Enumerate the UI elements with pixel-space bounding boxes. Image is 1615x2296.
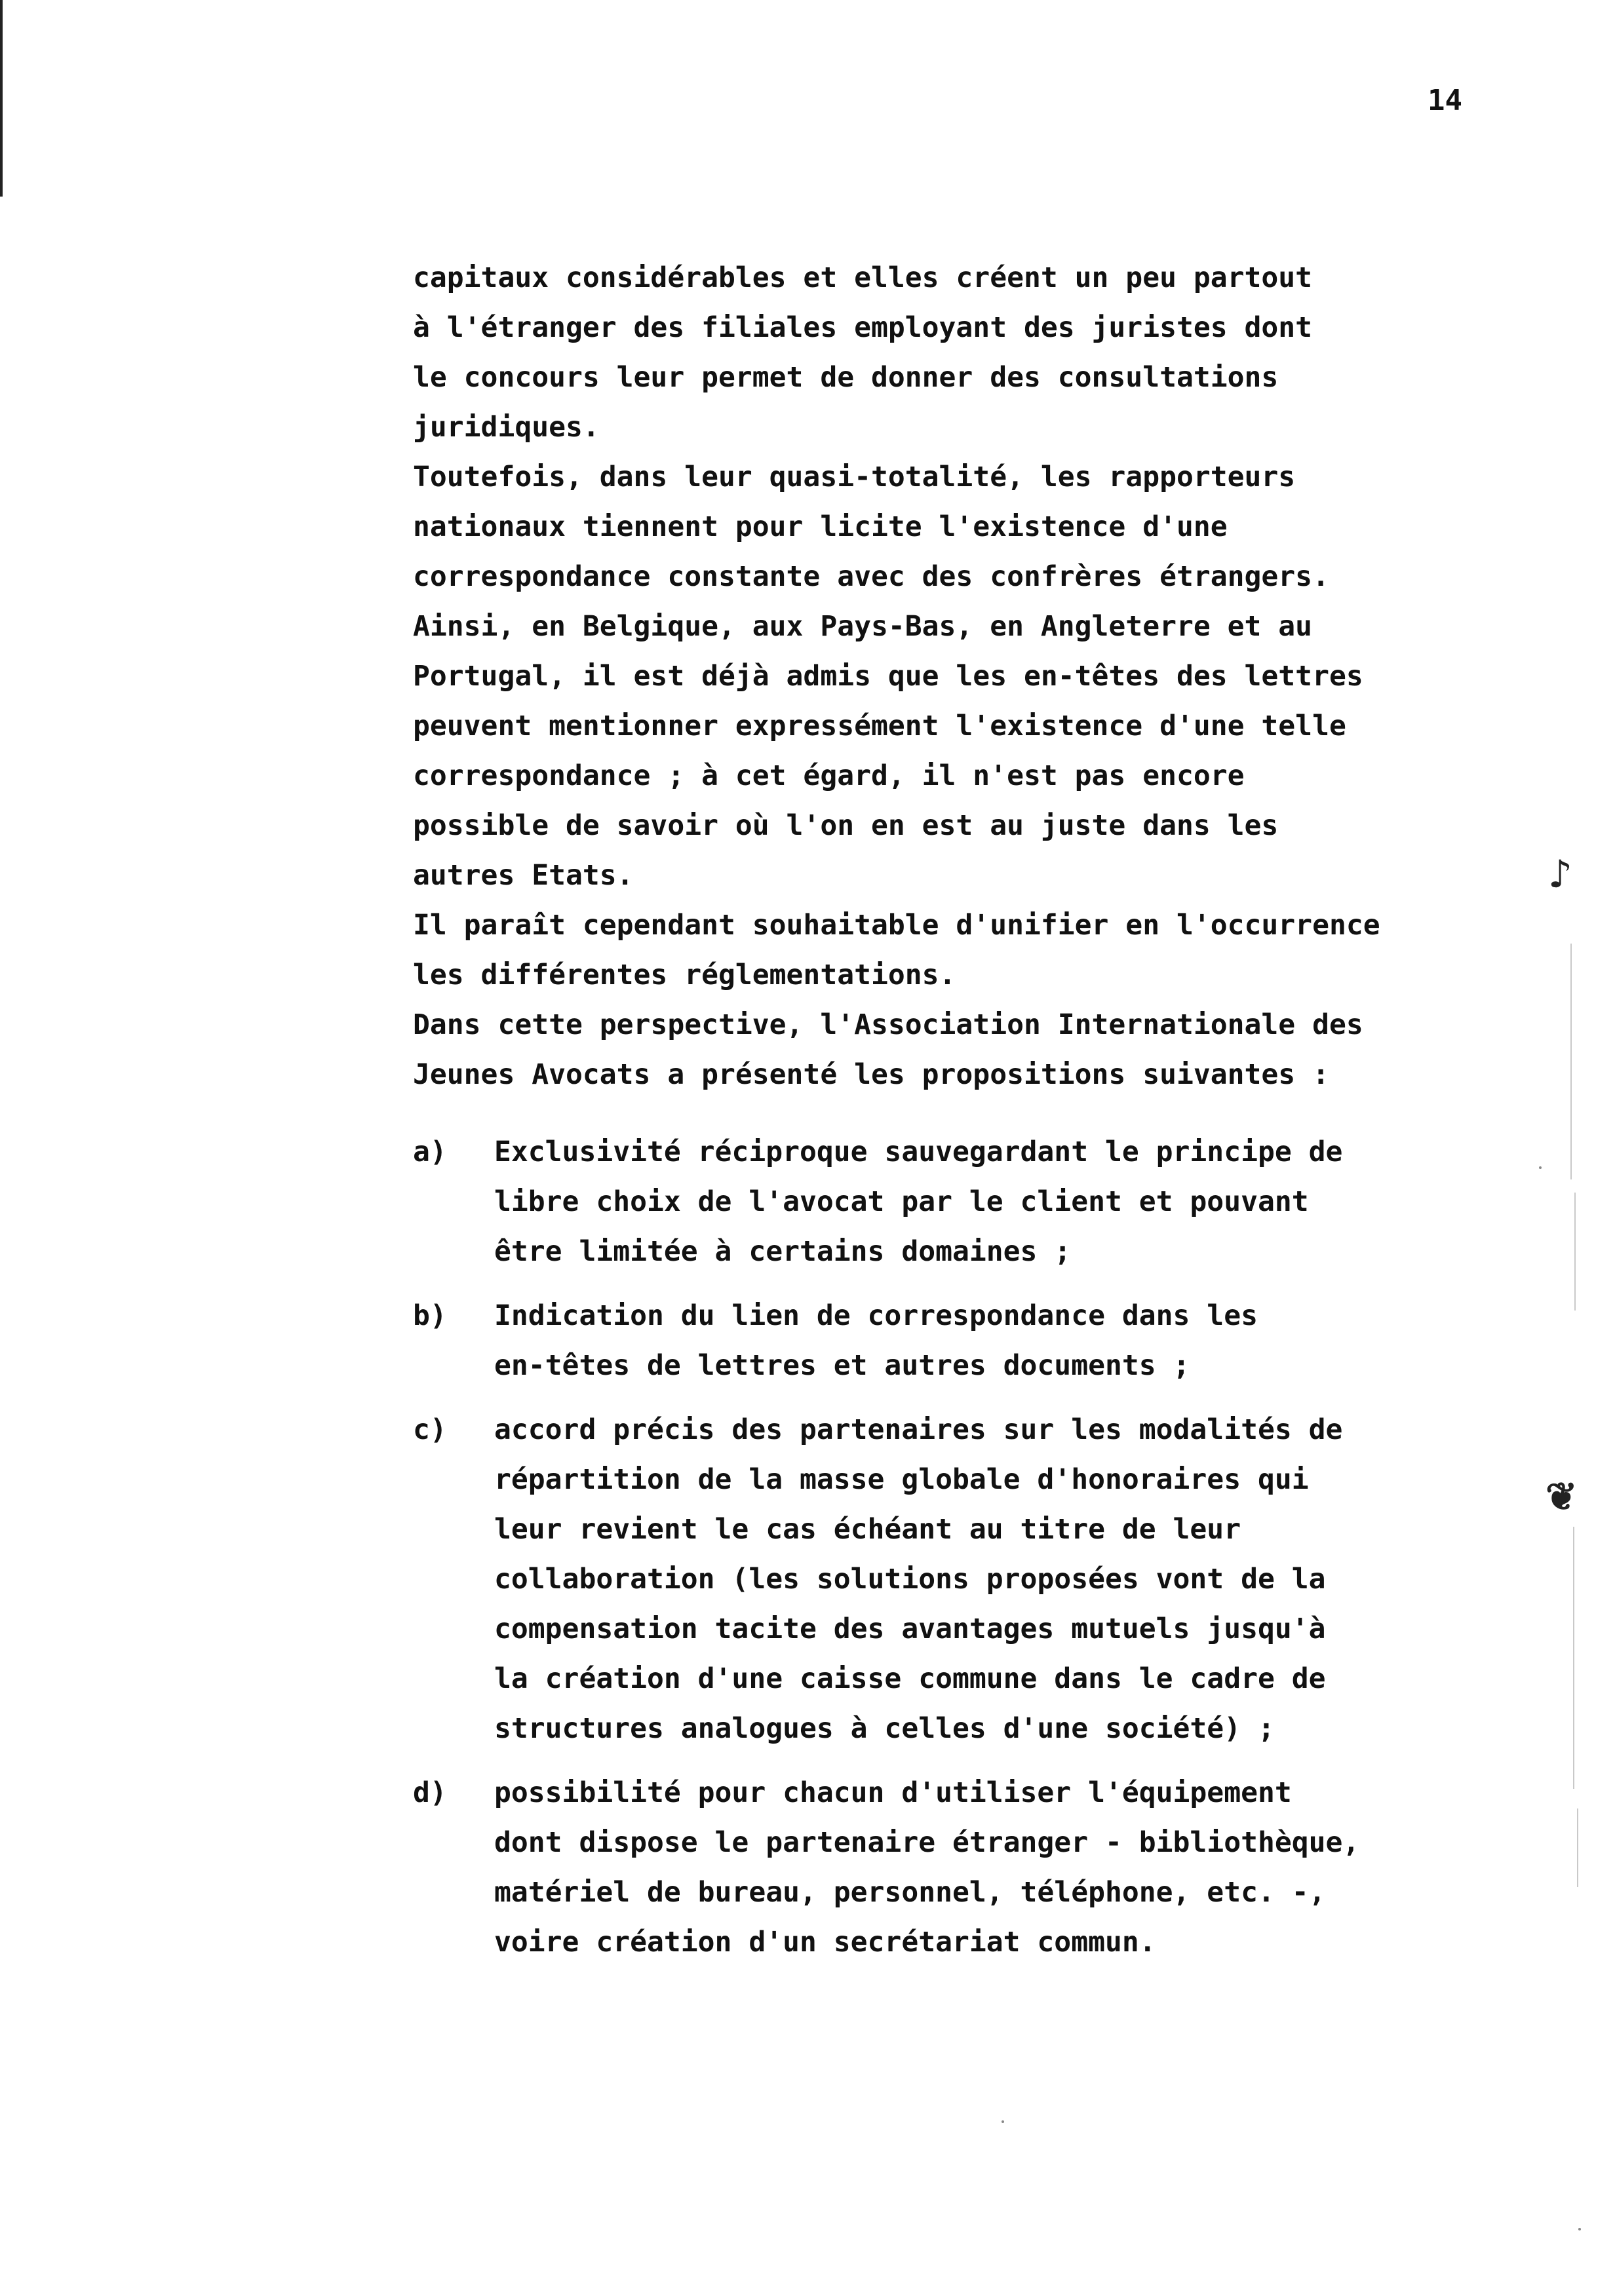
margin-line — [1574, 1193, 1576, 1311]
body-line: Toutefois, dans leur quasi-totalité, les rapporteurs — [413, 461, 1296, 493]
body-text — [413, 253, 1593, 1100]
item-line: collaboration (les solutions proposées vont de la — [494, 1563, 1326, 1596]
proposal-item-c — [413, 1405, 1593, 1753]
scan-speck — [1539, 1166, 1542, 1169]
item-line: compensation tacite des avantages mutuels jusqu'à — [494, 1613, 1326, 1645]
item-text — [494, 1768, 1593, 1967]
item-text — [494, 1291, 1593, 1390]
item-label: a) — [413, 1136, 447, 1168]
proposal-list — [413, 1127, 1593, 1981]
item-line: dont dispose le partenaire étranger - bibliothèque, — [494, 1826, 1360, 1859]
item-label: c) — [413, 1413, 447, 1446]
proposal-item-a — [413, 1127, 1593, 1276]
item-line: Exclusivité réciproque sauvegardant le principe de — [494, 1136, 1343, 1168]
body-line: capitaux considérables et elles créent un peu partout — [413, 261, 1313, 294]
margin-line — [1577, 1808, 1578, 1887]
item-line: possibilité pour chacun d'utiliser l'équipement — [494, 1776, 1292, 1809]
margin-mark: ♪ — [1548, 852, 1573, 896]
item-line: être limitée à certains domaines ; — [494, 1235, 1072, 1268]
page-number: 14 — [1428, 84, 1462, 117]
scan-edge-mark — [0, 0, 3, 197]
item-label: b) — [413, 1299, 447, 1332]
body-line: Ainsi, en Belgique, aux Pays-Bas, en Angleterre et au — [413, 610, 1313, 643]
body-line: Portugal, il est déjà admis que les en-têtes des lettres — [413, 660, 1363, 693]
proposal-item-b — [413, 1291, 1593, 1390]
margin-line — [1570, 944, 1572, 1179]
body-line: correspondance ; à cet égard, il n'est pas encore — [413, 759, 1245, 792]
item-text — [494, 1405, 1593, 1753]
proposal-item-d — [413, 1768, 1593, 1967]
item-text — [494, 1127, 1593, 1276]
item-line: matériel de bureau, personnel, téléphone, etc. -, — [494, 1876, 1326, 1909]
item-line: répartition de la masse globale d'honoraires qui — [494, 1463, 1309, 1496]
margin-line — [1573, 1527, 1574, 1789]
body-line: à l'étranger des filiales employant des juristes dont — [413, 311, 1313, 344]
item-line: structures analogues à celles d'une société) ; — [494, 1712, 1275, 1745]
body-line: correspondance constante avec des confrères étrangers. — [413, 560, 1329, 593]
item-line: en-têtes de lettres et autres documents ; — [494, 1349, 1190, 1382]
body-line: juridiques. — [413, 411, 600, 444]
item-line: Indication du lien de correspondance dans les — [494, 1299, 1258, 1332]
margin-mark: ❦ — [1546, 1474, 1578, 1519]
body-line: autres Etats. — [413, 859, 634, 892]
scan-speck — [1578, 2228, 1581, 2230]
body-line: Jeunes Avocats a présenté les propositions suivantes : — [413, 1058, 1329, 1091]
item-line: libre choix de l'avocat par le client et pouvant — [494, 1185, 1309, 1218]
item-label: d) — [413, 1776, 447, 1809]
item-line: voire création d'un secrétariat commun. — [494, 1926, 1156, 1959]
body-line: nationaux tiennent pour licite l'existence d'une — [413, 510, 1228, 543]
body-line: les différentes réglementations. — [413, 959, 956, 991]
item-line: la création d'une caisse commune dans le cadre de — [494, 1662, 1326, 1695]
scan-speck — [1002, 2120, 1004, 2123]
body-line: Dans cette perspective, l'Association Internationale des — [413, 1008, 1363, 1041]
body-line: possible de savoir où l'on en est au juste dans les — [413, 809, 1279, 842]
body-line: Il paraît cependant souhaitable d'unifier en l'occurrence — [413, 909, 1380, 942]
item-line: leur revient le cas échéant au titre de leur — [494, 1513, 1241, 1546]
item-line: accord précis des partenaires sur les modalités de — [494, 1413, 1343, 1446]
body-line: peuvent mentionner expressément l'existence d'une telle — [413, 710, 1346, 742]
body-line: le concours leur permet de donner des consultations — [413, 361, 1279, 394]
